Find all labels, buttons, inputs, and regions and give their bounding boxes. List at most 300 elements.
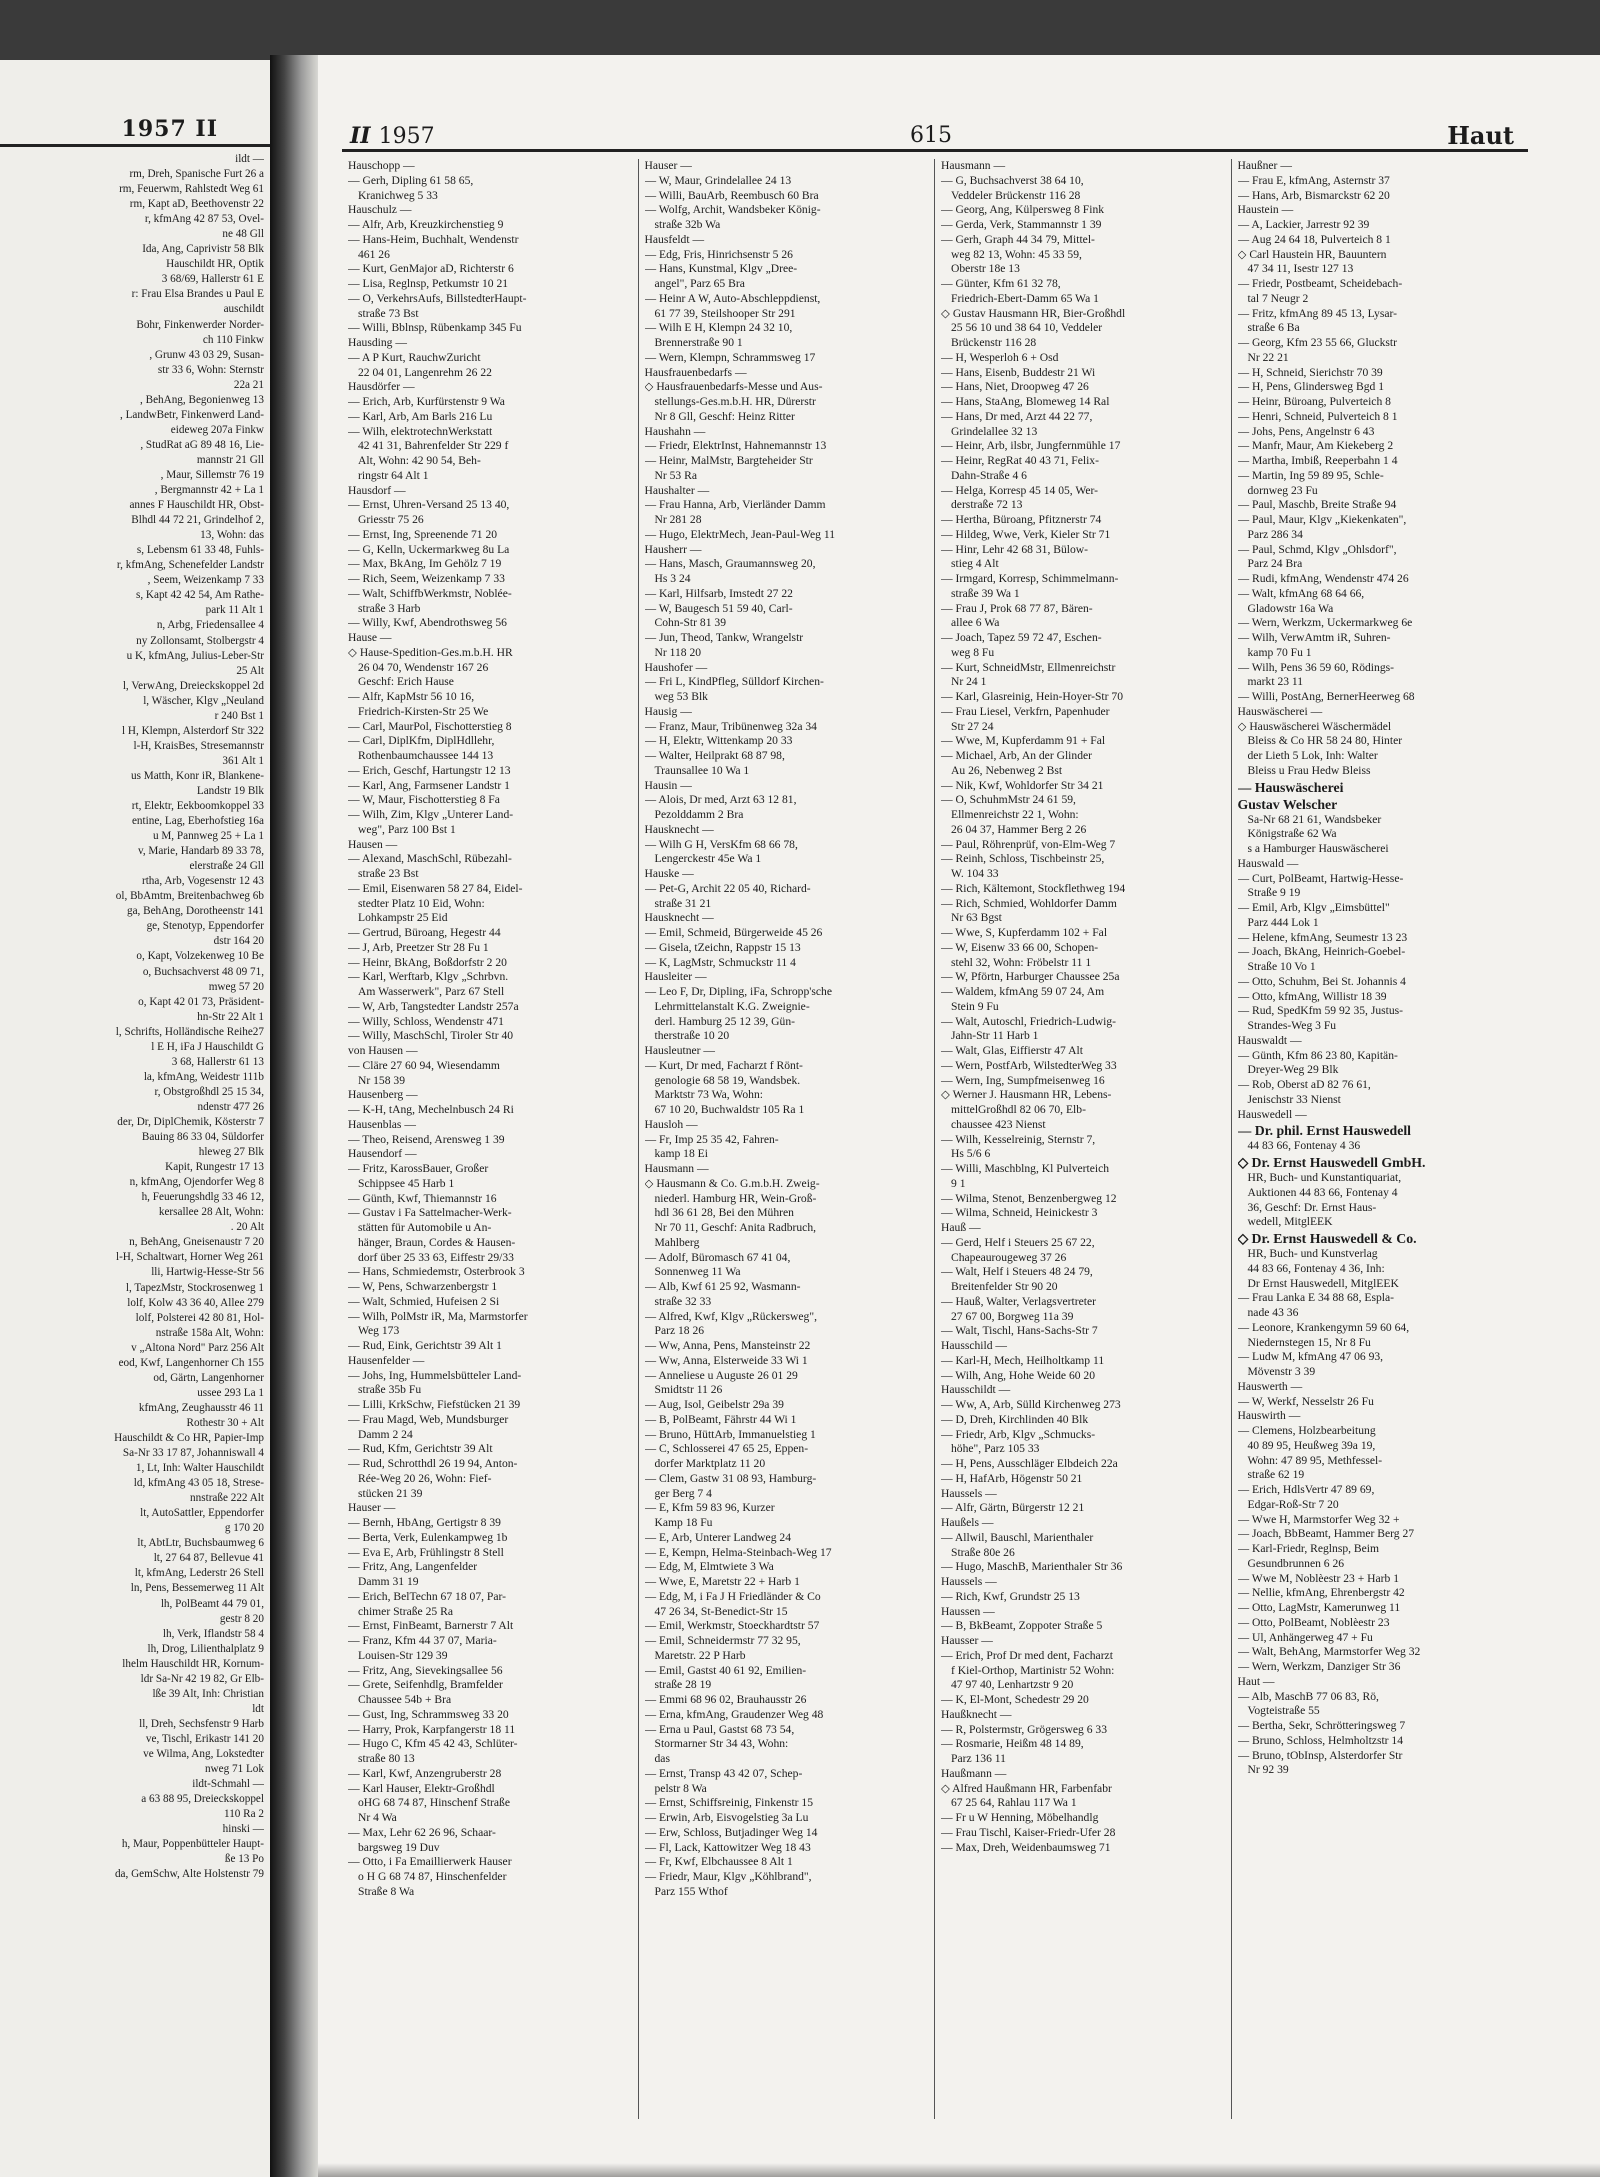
entry-continuation: stehl 32, Wohn: Fröbelstr 11 1	[951, 955, 1092, 969]
surname-heading: Hausschild —	[941, 1339, 1008, 1352]
surname-heading: Hausenblas —	[348, 1117, 416, 1131]
previous-page-line: n, kfmAng, Ojendorfer Weg 8	[129, 1176, 264, 1189]
highlighted-entry: — Dr. phil. Ernst Hauswedell	[1237, 1123, 1412, 1139]
surname-heading: von Hausen —	[348, 1044, 418, 1057]
directory-entry: — Erich, BelTechn 67 18 07, Par-	[348, 1589, 507, 1603]
directory-entry: — Allwil, Bauschl, Marienthaler	[941, 1530, 1094, 1544]
entry-continuation: 9 1	[951, 1176, 966, 1190]
directory-entry: — Georg, Ang, Külpersweg 8 Fink	[941, 203, 1105, 217]
previous-page-line: l, VerwAng, Dreieckskoppel 2d	[122, 679, 264, 692]
directory-entry: — Paul, Maur, Klgv „Kiekenkaten",	[1237, 513, 1407, 526]
surname-heading: Haußmann —	[941, 1766, 1007, 1780]
previous-page-line: ildt-Schmahl —	[192, 1778, 264, 1791]
directory-entry: — H, Pens, Glindersweg Bgd 1	[1237, 380, 1385, 394]
previous-page-line: Blhdl 44 72 21, Grindelhof 2,	[131, 514, 264, 527]
directory-entry: — Alb, MaschB 77 06 83, Rö,	[1237, 1689, 1379, 1703]
previous-page-line: g 170 20	[224, 1522, 264, 1535]
directory-entry: — Wern, PostfArb, WilstedterWeg 33	[941, 1058, 1117, 1072]
entry-continuation: Stormarner Str 34 43, Wohn:	[654, 1737, 789, 1751]
previous-page-line: ge, Stenotyp, Eppendorfer	[146, 920, 264, 933]
directory-entry: — Kurt, SchneidMstr, Ellmenreichstr	[941, 660, 1116, 674]
entry-continuation: angel", Parz 65 Bra	[654, 277, 745, 290]
directory-entry: — Paul, Röhrenprüf, von-Elm-Weg 7	[941, 837, 1116, 851]
previous-page-line: l E H, iFa J Hauschildt G	[151, 1040, 264, 1053]
directory-entry: — Frau J, Prok 68 77 87, Bären-	[941, 601, 1093, 615]
directory-entry: — G, Kelln, Uckermarkweg 8u La	[348, 542, 510, 556]
directory-entry: — Henri, Schneid, Pulverteich 8 1	[1237, 409, 1398, 423]
entry-continuation: Jenischstr 33 Nienst	[1247, 1092, 1341, 1106]
directory-entry: — Walt, BehAng, Marmstorfer Weg 32	[1237, 1645, 1421, 1659]
surname-heading: Hausherr —	[644, 542, 702, 556]
previous-page-line: ll, Dreh, Sechsfenstr 9 Harb	[139, 1717, 264, 1730]
directory-entry: — Kurt, GenMajor aD, Richterstr 6	[348, 262, 514, 276]
directory-entry: — Erw, Schloss, Butjadinger Weg 14	[644, 1825, 818, 1839]
directory-entry: — O, SchuhmMstr 24 61 59,	[941, 793, 1076, 807]
previous-page-line: ny Zollonsamt, Stolbergstr 4	[136, 634, 264, 647]
entry-continuation: f Kiel-Orthop, Martinistr 52 Wohn:	[951, 1663, 1115, 1677]
previous-page-line: n, Arbg, Friedensallee 4	[156, 619, 264, 632]
directory-entry: — C, Schlosserei 47 65 25, Eppen-	[644, 1442, 809, 1456]
directory-entry: — Ww, Anna, Pens, Mansteinstr 22	[644, 1339, 811, 1352]
directory-entry: — Rudi, kfmAng, Wendenstr 474 26	[1237, 572, 1409, 585]
directory-entry: — Frau Tischl, Kaiser-Friedr-Ufer 28	[941, 1825, 1116, 1839]
entry-continuation: dorfer Marktplatz 11 20	[654, 1457, 766, 1470]
directory-entry: — Wilh, Ang, Hohe Weide 60 20	[941, 1368, 1096, 1382]
directory-entry: — Willi, PostAng, BernerHeerweg 68	[1237, 690, 1415, 703]
previous-page-line: mannstr 21 Gll	[196, 453, 264, 466]
directory-entry: — Hildeg, Wwe, Verk, Kieler Str 71	[941, 527, 1111, 541]
directory-entry: — Walt, kfmAng 68 64 66,	[1237, 586, 1365, 600]
surname-heading: Hausmann —	[644, 1162, 709, 1175]
directory-entry: — Hans, Dr med, Arzt 44 22 77,	[941, 409, 1093, 423]
directory-entry: — Wern, Werkzm, Uckermarkweg 6e	[1237, 616, 1413, 630]
directory-entry: — O, VerkehrsAufs, BillstedterHaupt-	[348, 291, 527, 305]
directory-entry: — Edg, M, Elmtwiete 3 Wa	[644, 1560, 774, 1574]
previous-page-line: Hauschildt & Co HR, Papier-Imp	[114, 1431, 264, 1444]
surname-heading: Hause —	[348, 631, 392, 644]
directory-entry: — H, Elektr, Wittenkamp 20 33	[644, 734, 793, 748]
entry-continuation: Maretstr. 22 P Harb	[654, 1648, 746, 1662]
surname-heading: Hausenfelder —	[348, 1353, 425, 1367]
entry-continuation: Au 26, Nebenweg 2 Bst	[951, 763, 1063, 777]
previous-page-line: , StudRat aG 89 48 16, Lie-	[140, 438, 264, 451]
directory-entry: — Waldem, kfmAng 59 07 24, Am	[941, 985, 1105, 998]
directory-entry: — Anneliese u Auguste 26 01 29	[644, 1368, 798, 1382]
surname-heading: Hausdorf —	[348, 483, 406, 497]
surname-heading: Hausleutner —	[644, 1044, 716, 1057]
directory-entry: — Joach, Tapez 59 72 47, Eschen-	[941, 631, 1102, 644]
surname-heading: Haushalter —	[644, 483, 710, 497]
surname-heading: Haussen —	[941, 1604, 995, 1618]
entry-continuation: Bleiss u Frau Hedw Bleiss	[1247, 763, 1371, 777]
previous-page-line: 22a 21	[233, 378, 264, 391]
directory-entry: — Otto, kfmAng, Willistr 18 39	[1237, 989, 1387, 1003]
entry-continuation: Cohn-Str 81 39	[654, 616, 726, 630]
directory-entry: — Ernst, Transp 43 42 07, Schep-	[644, 1766, 803, 1780]
entry-continuation: s a Hamburger Hauswäscherei	[1247, 842, 1389, 855]
directory-entry: — Emil, Schmeid, Bürgerweide 45 26	[644, 926, 823, 939]
year-label: 1957	[378, 124, 435, 149]
directory-entry: — Hinr, Lehr 42 68 31, Bülow-	[941, 542, 1089, 556]
previous-page-line: o, Kapt, Volzekenweg 10 Be	[136, 950, 264, 963]
surname-heading: Hausfrauenbedarfs —	[644, 365, 747, 379]
entry-continuation: Straße 9 19	[1247, 886, 1301, 900]
previous-page-line: lt, 27 64 87, Bellevue 41	[153, 1552, 264, 1565]
entry-continuation: mittelGroßhdl 82 06 70, Elb-	[951, 1103, 1086, 1116]
entry-continuation: Hs 5/6 6	[951, 1147, 991, 1161]
previous-page-line: u M, Pannweg 25 + La 1	[152, 830, 264, 843]
entry-continuation: weg", Parz 100 Bst 1	[358, 822, 456, 836]
directory-entry: — Eva E, Arb, Frühlingstr 8 Stell	[348, 1545, 504, 1559]
previous-page-line: rt, Elektr, Eekboomkoppel 33	[131, 800, 264, 813]
directory-entry: — Nik, Kwf, Wohldorfer Str 34 21	[941, 778, 1104, 792]
directory-entry: ◇ Hause-Spedition-Ges.m.b.H. HR	[348, 645, 513, 659]
previous-page-line: lße 39 Alt, Inh: Christian	[152, 1687, 264, 1700]
directory-entry: — Kurt, Dr med, Facharzt f Rönt-	[644, 1058, 803, 1072]
entry-continuation: ger Berg 7 4	[654, 1486, 712, 1500]
surname-heading: Hausmann —	[941, 159, 1006, 172]
entry-continuation: Nr 281 28	[654, 513, 702, 526]
surname-heading: Hausser —	[941, 1634, 993, 1647]
previous-page-rule	[0, 144, 270, 147]
previous-page-line: ldt	[252, 1702, 264, 1715]
directory-entry: — Martin, Ing 59 89 95, Schle-	[1237, 468, 1384, 482]
directory-entry: — Rud, SpedKfm 59 92 35, Justus-	[1237, 1004, 1404, 1018]
directory-entry: — Carl, DiplKfm, DiplHdllehr,	[348, 734, 495, 748]
entry-continuation: Jahn-Str 11 Harb 1	[951, 1029, 1039, 1043]
directory-entry: — Harry, Prok, Karpfangerstr 18 11	[348, 1722, 516, 1736]
previous-page-line: v „Altona Nord" Parz 256 Alt	[131, 1341, 264, 1354]
previous-page-line: ne 48 Gll	[222, 228, 264, 241]
surname-heading: Haut —	[1237, 1674, 1275, 1688]
entry-continuation: straße 32b Wa	[654, 218, 721, 231]
surname-heading: Haußknecht —	[941, 1707, 1012, 1721]
directory-entry: — Ernst, Schiffsreinig, Finkenstr 15	[644, 1796, 814, 1810]
surname-heading: Hausleiter —	[644, 970, 707, 984]
entry-continuation: das	[654, 1752, 670, 1765]
entry-continuation: Smidtstr 11 26	[654, 1383, 723, 1397]
directory-entry: — Wilh, VerwAmtm iR, Suhren-	[1237, 631, 1391, 644]
directory-entry: — Frau Liesel, Verkfrn, Papenhuder	[941, 704, 1110, 718]
directory-entry: — Heinr, RegRat 40 43 71, Felix-	[941, 454, 1099, 467]
entry-continuation: Geschf: Erich Hause	[358, 675, 454, 689]
entry-continuation: derstraße 72 13	[951, 498, 1023, 512]
directory-entry: — J, Arb, Preetzer Str 28 Fu 1	[348, 940, 489, 954]
previous-page-line: . 20 Alt	[230, 1221, 264, 1234]
directory-entry: — Manfr, Maur, Am Kiekeberg 2	[1237, 439, 1394, 453]
directory-entry: — Fr, Kwf, Elbchaussee 8 Alt 1	[644, 1855, 793, 1869]
directory-entry: — Heinr, MalMstr, Bargteheider Str	[644, 454, 813, 467]
previous-page-line: lh, Verk, Iflandstr 58 4	[162, 1627, 264, 1640]
entry-continuation: derl. Hamburg 25 12 39, Gün-	[654, 1014, 796, 1028]
directory-entry: — Hans, Schmiedemstr, Osterbrook 3	[348, 1265, 525, 1279]
previous-page-line: l-H, Schaltwart, Horner Weg 261	[115, 1251, 264, 1264]
entry-continuation: 461 26	[358, 247, 390, 261]
entry-continuation: allee 6 Wa	[951, 616, 1000, 630]
entry-continuation: o H G 68 74 87, Hinschenfelder	[358, 1870, 507, 1883]
surname-heading: Hausschildt —	[941, 1383, 1011, 1397]
directory-entry: — Hertha, Büroang, Pfitznerstr 74	[941, 513, 1102, 526]
entry-continuation: Straße 8 Wa	[358, 1884, 415, 1898]
previous-page-line: , Seem, Weizenkamp 7 33	[147, 574, 264, 587]
directory-entry: — Alois, Dr med, Arzt 63 12 81,	[644, 793, 797, 807]
directory-entry: — Hugo C, Kfm 45 42 43, Schlüter-	[348, 1737, 518, 1751]
entry-continuation: der Lieth 5 Lok, Inh: Walter	[1247, 749, 1378, 762]
previous-page-line: lolf, Polsterei 42 80 81, Hol-	[135, 1311, 264, 1324]
directory-entry: — W, Maur, Grindelallee 24 13	[644, 173, 792, 187]
directory-entry: — Hans, Masch, Graumannsweg 20,	[644, 557, 816, 571]
surname-heading: Hausdörfer —	[348, 380, 415, 394]
entry-continuation: 25 56 10 und 38 64 10, Veddeler	[951, 321, 1103, 335]
directory-entry: — Walt, Schmied, Hufeisen 2 Si	[348, 1294, 500, 1308]
entry-continuation: 27 67 00, Borgweg 11a 39	[951, 1309, 1074, 1323]
previous-page-line: rm, Feuerwm, Rahlstedt Weg 61	[119, 183, 264, 196]
previous-page-header: 1957 II	[121, 116, 218, 142]
directory-entry: — B, PolBeamt, Fährstr 44 Wi 1	[644, 1412, 797, 1426]
entry-continuation: Königstraße 62 Wa	[1247, 827, 1337, 841]
entry-continuation: Parz 136 11	[951, 1752, 1006, 1765]
directory-entry: — Lilli, KrkSchw, Fiefstücken 21 39	[348, 1398, 521, 1411]
entry-continuation: HR, Buch- und Kunstverlag	[1247, 1247, 1378, 1260]
running-keyword: Haut	[1447, 121, 1514, 150]
directory-entry: — Bernh, HbAng, Gertigstr 8 39	[348, 1516, 501, 1529]
entry-continuation: straße 32 33	[654, 1294, 712, 1308]
entry-continuation: Dr Ernst Hauswedell, MitglEEK	[1247, 1276, 1399, 1290]
entry-continuation: Sa-Nr 68 21 61, Wandsbeker	[1247, 812, 1382, 826]
previous-page-line: lli, Hartwig-Hesse-Str 56	[151, 1266, 264, 1279]
directory-entry: — Wilma, Schneid, Heinickestr 3	[941, 1206, 1098, 1220]
entry-continuation: weg 53 Blk	[654, 690, 708, 703]
entry-continuation: straße 23 Bst	[358, 867, 419, 880]
highlighted-entry: ◇ Dr. Ernst Hauswedell & Co.	[1237, 1231, 1417, 1246]
directory-entry: — Hans-Heim, Buchhalt, Wendenstr	[348, 232, 519, 246]
previous-page-line: ussee 293 La 1	[197, 1386, 264, 1399]
entry-continuation: wedell, MitglEEK	[1247, 1215, 1333, 1229]
previous-page-line: r, kfmAng, Schenefelder Landstr	[116, 559, 264, 572]
previous-page-line: nstraße 158a Alt, Wohn:	[155, 1326, 264, 1339]
previous-page-line: Bohr, Finkenwerder Norder-	[136, 318, 264, 331]
entry-continuation: 40 89 95, Heußweg 39a 19,	[1247, 1438, 1376, 1452]
entry-continuation: bargsweg 19 Duv	[358, 1840, 440, 1854]
entry-continuation: 67 10 20, Buchwaldstr 105 Ra 1	[654, 1103, 805, 1116]
entry-continuation: straße 28 19	[654, 1678, 712, 1692]
entry-continuation: 61 77 39, Steilshooper Str 291	[654, 306, 796, 320]
entry-continuation: straße 73 Bst	[358, 306, 419, 320]
directory-entry: — Reinh, Schloss, Tischbeinstr 25,	[941, 852, 1105, 866]
directory-columns	[342, 159, 1528, 2119]
directory-entry: — Karl, Werftarb, Klgv „Schrbvn.	[348, 970, 509, 984]
entry-continuation: Schippsee 45 Harb 1	[358, 1176, 455, 1190]
directory-entry: — Wilh, PolMstr iR, Ma, Marmstorfer	[348, 1309, 528, 1323]
directory-entry: — Bruno, Schloss, Helmholtzstr 14	[1237, 1733, 1404, 1747]
directory-entry: — Ludw M, kfmAng 47 06 93,	[1237, 1350, 1384, 1364]
entry-continuation: Nr 118 20	[654, 645, 702, 659]
directory-entry: — Bruno, HüttArb, Immanuelstieg 1	[644, 1427, 816, 1441]
previous-page-lines	[2, 152, 264, 1882]
directory-entry: — Frau Magd, Web, Mundsburger	[348, 1412, 509, 1426]
directory-entry: — Emil, Werkmstr, Stoeckhardtstr 57	[644, 1619, 820, 1633]
directory-entry: — Wilh, Pens 36 59 60, Rödings-	[1237, 660, 1394, 674]
directory-entry: — Karl, Hilfsarb, Imstedt 27 22	[644, 586, 793, 600]
surname-heading: Haußels —	[941, 1516, 994, 1529]
previous-page-line: 3 68/69, Hallerstr 61 E	[161, 273, 264, 286]
directory-entry: — Alfred, Kwf, Klgv „Rückersweg",	[644, 1309, 817, 1323]
directory-entry: — W, Arb, Tangstedter Landstr 257a	[348, 999, 519, 1013]
directory-entry: — Otto, i Fa Emaillierwerk Hauser	[348, 1855, 512, 1869]
surname-heading: Hausknecht —	[644, 822, 714, 836]
highlighted-entry: — Hauswäscherei	[1237, 779, 1344, 795]
directory-entry: — Walt, Helf i Steuers 48 24 79,	[941, 1265, 1093, 1279]
previous-page-line: r: Frau Elsa Brandes u Paul E	[131, 288, 264, 301]
entry-continuation: therstraße 10 20	[654, 1029, 730, 1043]
directory-entry: — Karl-Friedr, Reglnsp, Beim	[1237, 1542, 1380, 1555]
directory-entry: — Heinr, BkAng, Boßdorfstr 2 20	[348, 955, 507, 969]
highlighted-entry: ◇ Dr. Ernst Hauswedell GmbH.	[1237, 1155, 1426, 1170]
directory-entry: — Ernst, Ing, Spreenende 71 20	[348, 527, 498, 541]
previous-page-line: , LandwBetr, Finkenwerd Land-	[119, 408, 264, 421]
directory-entry: — Hugo, MaschB, Marienthaler Str 36	[941, 1560, 1123, 1574]
previous-page-line: , Maur, Sillemstr 76 19	[160, 468, 264, 481]
entry-continuation: 42 41 31, Bahrenfelder Str 229 f	[358, 439, 509, 453]
surname-heading: Hausknecht —	[644, 911, 714, 925]
directory-entry: — Hans, StaAng, Blomeweg 14 Ral	[941, 395, 1110, 408]
directory-entry: — Rud, Schrotthdl 26 19 94, Anton-	[348, 1457, 518, 1470]
entry-continuation: Gesundbrunnen 6 26	[1247, 1556, 1345, 1570]
entry-continuation: nade 43 36	[1247, 1306, 1299, 1319]
entry-continuation: Rée-Weg 20 26, Wohn: Fief-	[358, 1471, 492, 1485]
directory-entry: — Wilh E H, Klempn 24 32 10,	[644, 321, 793, 335]
directory-entry: — Rich, Kältemont, Stockflethweg 194	[941, 881, 1126, 895]
entry-continuation: Friedrich-Ebert-Damm 65 Wa 1	[951, 291, 1099, 305]
directory-entry: — Fr, Imp 25 35 42, Fahren-	[644, 1132, 779, 1146]
previous-page-line: eideweg 207a Finkw	[170, 423, 264, 436]
entry-continuation: straße 6 Ba	[1247, 321, 1300, 335]
directory-entry: — Lisa, Reglnsp, Petkumstr 10 21	[348, 277, 509, 290]
entry-continuation: hdl 36 61 28, Bei den Mühren	[654, 1206, 794, 1220]
directory-entry: — Erich, Arb, Kurfürstenstr 9 Wa	[348, 395, 505, 408]
column-2	[639, 159, 936, 2119]
previous-page-line: ch 110 Finkw	[202, 333, 264, 346]
entry-continuation: Oberstr 18e 13	[951, 262, 1020, 276]
directory-entry: — Alexand, MaschSchl, Rübezahl-	[348, 852, 512, 866]
surname-heading: Hauswirth —	[1237, 1409, 1301, 1423]
directory-entry: — Rich, Schmied, Wohldorfer Damm	[941, 896, 1117, 910]
entry-continuation: Auktionen 44 83 66, Fontenay 4	[1247, 1185, 1398, 1199]
entry-continuation: Traunsallee 10 Wa 1	[654, 763, 750, 777]
entry-continuation: hänger, Braun, Cordes & Hausen-	[358, 1235, 516, 1249]
entry-continuation: Kamp 18 Fu	[654, 1516, 713, 1529]
entry-continuation: stieg 4 Alt	[951, 557, 999, 571]
previous-page-line: da, GemSchw, Alte Holstenstr 79	[114, 1868, 264, 1881]
directory-entry: — Wilh, Kesselreinig, Sternstr 7,	[941, 1132, 1096, 1146]
surname-heading: Hauswerth —	[1237, 1379, 1303, 1393]
directory-entry: — Wilh G H, VersKfm 68 66 78,	[644, 837, 798, 851]
surname-heading: Haushahn —	[644, 424, 706, 438]
entry-continuation: Damm 31 19	[358, 1575, 419, 1588]
directory-entry: ◇ Carl Haustein HR, Bauuntern	[1237, 247, 1387, 261]
entry-continuation: Nr 63 Bgst	[951, 911, 1002, 925]
entry-continuation: Friedrich-Kirsten-Str 25 We	[358, 704, 489, 718]
surname-heading: Hauser —	[348, 1501, 396, 1515]
entry-continuation: 47 97 40, Lenhartzstr 9 20	[951, 1678, 1074, 1692]
entry-continuation: niederl. Hamburg HR, Wein-Groß-	[654, 1191, 817, 1205]
entry-continuation: Gladowstr 16a Wa	[1247, 601, 1334, 615]
directory-entry: — Willy, Schloss, Wendenstr 471	[348, 1014, 504, 1028]
directory-entry: — A P Kurt, RauchwZuricht	[348, 350, 481, 364]
previous-page-line: us Matth, Konr iR, Blankene-	[131, 769, 264, 782]
entry-continuation: Grindelallee 32 13	[951, 424, 1038, 438]
directory-entry: — Leo F, Dr, Dipling, iFa, Schropp'sche	[644, 985, 832, 998]
directory-entry: — Max, Lehr 62 26 96, Schaar-	[348, 1825, 496, 1839]
entry-continuation: Nr 8 Gll, Geschf: Heinz Ritter	[654, 409, 795, 423]
directory-entry: — Rich, Seem, Weizenkamp 7 33	[348, 572, 505, 585]
entry-continuation: 47 26 34, St-Benedict-Str 15	[654, 1604, 788, 1618]
directory-entry: — Karl, Kwf, Anzengruberstr 28	[348, 1766, 502, 1780]
directory-entry: — Walt, Autoschl, Friedrich-Ludwig-	[941, 1014, 1116, 1028]
directory-entry: — W, Eisenw 33 66 00, Schopen-	[941, 940, 1099, 954]
book-spine	[270, 55, 318, 2177]
previous-page-line: r, kfmAng 42 87 53, Ovel-	[144, 213, 264, 226]
directory-entry: — Emil, Eisenwaren 58 27 84, Eidel-	[348, 881, 523, 895]
directory-entry: — Fl, Lack, Kattowitzer Weg 18 43	[644, 1840, 811, 1854]
entry-continuation: Chaussee 54b + Bra	[358, 1693, 452, 1706]
directory-entry: — Edg, M, i Fa J H Friedländer & Co	[644, 1589, 821, 1603]
directory-entry: — Clem, Gastw 31 08 93, Hamburg-	[644, 1471, 817, 1485]
highlighted-entry: Gustav Welscher	[1237, 796, 1338, 812]
scan-shadow	[318, 2163, 1600, 2177]
previous-page-line: nweg 71 Lok	[204, 1763, 264, 1776]
surname-heading: Hausenberg —	[348, 1088, 418, 1102]
previous-page-line: hn-Str 22 Alt 1	[197, 1010, 264, 1023]
directory-entry: — Karl Hauser, Elektr-Großhdl	[348, 1781, 495, 1795]
directory-entry: — Willi, Maschblng, Kl Pulverteich	[941, 1162, 1110, 1175]
directory-entry: — Ww, A, Arb, Sülld Kirchenweg 273	[941, 1398, 1121, 1411]
entry-continuation: Hs 3 24	[654, 572, 691, 585]
entry-continuation: Parz 18 26	[654, 1324, 705, 1338]
entry-continuation: Alt, Wohn: 42 90 54, Beh-	[358, 454, 481, 467]
directory-entry: — Franz, Kfm 44 37 07, Maria-	[348, 1634, 497, 1647]
previous-page-line: rm, Kapt aD, Beethovenstr 22	[129, 198, 264, 211]
directory-entry: — Hugo, ElektrMech, Jean-Paul-Weg 11	[644, 527, 836, 541]
surname-heading: Hauschopp —	[348, 159, 415, 172]
previous-page-line: der, Dr, DiplChemik, Kösterstr 7	[117, 1116, 264, 1128]
entry-continuation: Nr 92 39	[1247, 1763, 1289, 1777]
directory-entry: — Walt, SchiffbWerkmstr, Noblée-	[348, 586, 512, 600]
entry-continuation: Parz 286 34	[1247, 527, 1303, 541]
directory-entry: — Erich, Geschf, Hartungstr 12 13	[348, 763, 511, 777]
entry-continuation: Breitenfelder Str 90 20	[951, 1280, 1058, 1293]
directory-entry: ◇ Werner J. Hausmann HR, Lebens-	[941, 1088, 1112, 1102]
directory-entry: — H, HafArb, Högenstr 50 21	[941, 1471, 1083, 1485]
directory-entry: — Pet-G, Archit 22 05 40, Richard-	[644, 881, 811, 895]
directory-entry: — Paul, Maschb, Breite Straße 94	[1237, 498, 1397, 512]
surname-heading: Hausendorf —	[348, 1147, 417, 1161]
entry-continuation: Am Wasserwerk", Parz 67 Stell	[358, 985, 505, 998]
entry-continuation: genologie 68 58 19, Wandsbek.	[654, 1073, 801, 1087]
directory-entry: — K, LagMstr, Schmuckstr 11 4	[644, 955, 796, 969]
entry-continuation: Nr 24 1	[951, 675, 987, 689]
surname-heading: Haustein —	[1237, 203, 1294, 217]
previous-page-line: 110 Ra 2	[224, 1808, 264, 1821]
directory-entry: — H, Wesperloh 6 + Osd	[941, 350, 1059, 364]
directory-entry: — Fri L, KindPfleg, Sülldorf Kirchen-	[644, 675, 824, 689]
directory-entry: — Rud, Eink, Gerichtstr 39 Alt 1	[348, 1339, 502, 1352]
directory-entry: — Emmi 68 96 02, Brauhausstr 26	[644, 1693, 807, 1706]
directory-entry: — R, Polstermstr, Grögersweg 6 33	[941, 1722, 1108, 1736]
directory-entry: — Karl-H, Mech, Heilholtkamp 11	[941, 1353, 1105, 1367]
entry-continuation: Marktstr 73 Wa, Wohn:	[654, 1088, 763, 1102]
directory-entry: — Gerda, Verk, Stammannstr 1 39	[941, 218, 1102, 231]
